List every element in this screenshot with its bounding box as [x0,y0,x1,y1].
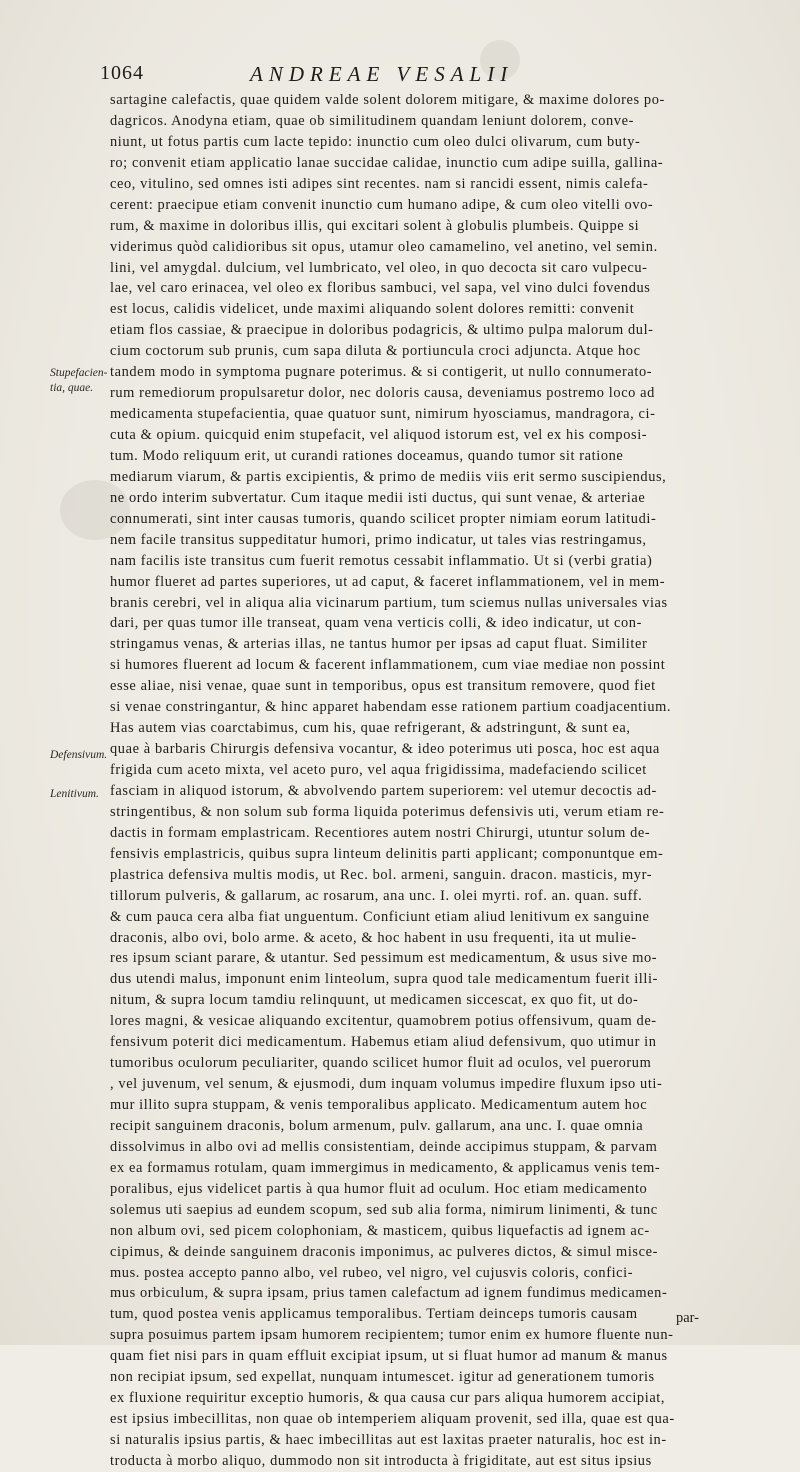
text-line: res ipsum sciant parare, & utantur. Sed pessimum est medicamentum, & usus sive mo- [110,950,658,967]
text-line: supra posuimus partem ipsam humorem recipientem; tumor enim ex humore fluente nun- [110,1327,674,1344]
text-line: nam facilis iste transitus cum fuerit remotus cessabit inflammatio. Ut si (verbi gratia) [110,552,653,569]
text-line: dactis in formam emplastricam. Recentiores autem nostri Chirurgi, utuntur solum de- [110,824,651,841]
page-number: 1064 [100,62,144,84]
text-line: est ipsius imbecillitas, non quae ob intemperiem aliquam provenit, sed illa, quae est qua- [110,1411,675,1428]
text-line: mur illito supra stuppam, & venis temporalibus applicato. Medicamentum autem hoc [110,1097,648,1113]
text-line: branis cerebri, vel in aliqua alia vicinarum partium, tum sciemus nullas universales vias [110,594,668,611]
text-line: lae, vel caro erinacea, vel oleo ex floribus sambuci, vel sapa, vel vino dulci fovendus [110,280,651,297]
text-line: tillorum pulveris, & gallarum, ac rosarum, ana unc. I. olei myrti. rof. an. quan. suff. [110,887,643,904]
text-line: dagricos. Anodyna etiam, quae ob similitudinem quandam leniunt dolorem, conve- [110,112,634,129]
text-line: quae à barbaris Chirurgis defensiva vocantur, & ideo poterimus uti posca, hoc est aqua [110,741,660,758]
text-line: lini, vel amygdal. dulcium, vel lumbricato, vel oleo, in quo decocta sit caro vulpecu- [110,259,648,276]
text-line: plastrica defensiva multis modis, ut Rec. bol. armeni, sanguin. dracon. masticis, myr- [110,866,653,883]
text-line: mus orbiculum, & supra ipsam, prius tamen calefactum ad ignem fundimus medicamen- [110,1285,668,1302]
text-line: medicamenta stupefacientia, quae quatuor sunt, nimirum hyosciamus, mandragora, ci- [110,406,656,423]
page-header [100,62,740,88]
text-line: sartagine calefactis, quae quidem valde solent dolorem mitigare, & maxime dolores po- [110,92,665,108]
running-title: ANDREAE VESALII [250,62,514,86]
text-line: solemus uti saepius ad eundem scopum, sed sub alia forma, nimirum linimenti, & tunc [110,1201,658,1218]
text-line: ceo, vitulino, sed omnes isti adipes sint recentes. nam si rancidi essent, nimis calefa- [110,175,649,192]
text-line: ro; convenit etiam applicatio lanae succidae calidae, inunctio cum adipe suilla, gallina- [110,154,664,171]
text-line: rum remediorum propulsaretur dolor, nec doloris causa, deveniamus postremo loco ad [110,385,655,402]
text-line: si humores fluerent ad locum & facerent inflammationem, cum viae mediae non possint [110,657,666,674]
text-line: fensivis emplastricis, quibus supra linteum delinitis parti applicant; componuntque em- [110,845,664,862]
text-line: tum. Modo reliquum erit, ut curandi rationes doceamus, quando tumor sit ratione [110,447,624,464]
text-line: nem facile transitus suppeditatur humori, primo indicatur, ut tales vias restringamus, [110,531,647,548]
text-line: non recipiat ipsum, sed expellat, nunquam intumescet. igitur ad generationem tumoris [110,1369,655,1386]
text-line: mus. postea accepto panno albo, vel rubeo, vel nigro, vel cujusvis coloris, confici- [110,1264,634,1281]
text-line: frigida cum aceto mixta, vel aceto puro, vel aqua frigidissima, madefaciendo scilicet [110,762,647,778]
text-line: cerent: praecipue etiam convenit inunctio cum humano adipe, & cum oleo vitelli ovo- [110,196,654,213]
text-line: mediarum viarum, & partis excipientis, & primo de mediis viis erit sermo suscipiendus, [110,468,667,485]
body-text [110,90,712,1472]
text-line: dissolvimus in albo ovi ad mellis consistentiam, deinde accipimus stuppam, & parvam [110,1138,658,1155]
text-line: est locus, calidis videlicet, unde maximi aliquando solent dolores remitti: convenit [110,301,635,318]
text-line: si naturalis ipsius partis, & haec imbecillitas aut est laxitas praeter naturalis, hoc est in- [110,1432,667,1448]
text-line: tum, quod postea venis applicamus temporalibus. Tertiam deinceps tumoris causam [110,1306,638,1323]
margin-note-stupefacientia: Stupefacien- tia, quae. [50,367,108,394]
text-line: & cum pauca cera alba fiat unguentum. Conficiunt etiam aliud lenitivum ex sanguine [110,908,650,925]
margin-note-lenitivum: Lenitivum. [50,788,99,800]
catchword: par- [676,1310,699,1326]
text-line: ex ea formamus rotulam, quam immergimus in medicamento, & applicamus venis tem- [110,1159,661,1176]
text-line: quam fiet nisi pars in quam effluit excipiat ipsum, ut si fluat humor ad manum & manus [110,1348,668,1365]
text-line: cuta & opium. quicquid enim stupefacit, vel aliquod istorum est, vel ex his composi- [110,427,648,443]
text-line: Has autem vias coarctabimus, cum his, quae refrigerant, & adstringunt, & sunt ea, [110,720,631,737]
text-line: draconis, albo ovi, bolo arme. & aceto, & hoc habent in usu frequenti, ita ut mulie- [110,929,637,946]
margin-note-defensivum: Defensivum. [50,749,108,761]
text-line: esse aliae, nisi venae, quae sunt in temporibus, opus est transitum removere, quod fiet [110,678,656,695]
text-line: recipit sanguinem draconis, bolum armenum, pulv. gallarum, ana unc. I. quae omnia [110,1117,644,1134]
text-line: , vel juvenum, vel senum, & ejusmodi, dum inquam volumus impedire fluxum ipso uti- [110,1076,663,1093]
text-line: tumoribus oculorum peculiariter, quando scilicet humor fluit ad oculos, vel puerorum [110,1055,652,1072]
text-line: fasciam in aliquod istorum, & abvolvendo partem superiorem: vel utemur decoctis ad- [110,782,657,799]
text-line: etiam flos cassiae, & praecipue in doloribus podagricis, & ultimo pulpa malorum dul- [110,322,654,339]
text-line: connumerati, sint inter causas tumoris, quando scilicet propter nimiam eorum latitudi- [110,510,657,527]
text-line: rum, & maxime in doloribus illis, qui excitari solent à globulis plumbeis. Quippe si [110,217,640,234]
text-line: cium coctorum sub prunis, cum sapa diluta & portiuncula croci adjuncta. Atque hoc [110,343,641,360]
text-line: stringentibus, & non solum sub forma liquida poterimus defensivis uti, verum etiam re- [110,803,665,820]
text-line: cipimus, & deinde sanguinem draconis imponimus, ac pulveres dictos, & simul misce- [110,1243,658,1260]
text-line: troducta à morbo aliquo, dummodo non sit introducta à frigiditate, aut est situs ipsius [110,1452,652,1469]
text-line: tandem modo in symptoma pugnare poterimus. & si contigerit, ut nullo connumerato- [110,364,653,381]
text-line: ex fluxione requiritur exceptio humoris, & qua causa cur pars aliqua humorem accipiat, [110,1390,666,1407]
text-line: dus utendi malus, imponunt enim linteolum, supra quod tale medicamentum fuerit illi- [110,971,658,988]
text-line: lores magni, & vesicae aliquando excitentur, quamobrem potius offensivum, quam de- [110,1013,657,1030]
text-line: nitum, & supra locum tamdiu relinquunt, ut medicamen siccescat, ex quo fit, ut do- [110,992,639,1009]
text-line: poralibus, ejus videlicet partis à qua humor fluit ad oculum. Hoc etiam medicamento [110,1180,648,1197]
text-line: dari, per quas tumor ille transeat, quam vena verticis colli, & ideo indicatur, ut con- [110,615,642,632]
text-line: si venae constringantur, & hinc apparet habendam esse rationem partium coadjacentium. [110,699,672,716]
text-line: ne ordo interim subvertatur. Cum itaque medii isti ductus, qui sunt venae, & arteriae [110,489,646,506]
text-line: viderimus quòd calidioribus sit opus, utamur oleo camamelino, vel anetino, vel semin. [110,238,658,255]
text-line: non album ovi, sed picem colophoniam, & masticem, quibus liquefactis ad ignem ac- [110,1222,650,1239]
text-line: fensivum poterit dici medicamentum. Habemus etiam aliud defensivum, quo utimur in [110,1034,657,1051]
text-line: humor flueret ad partes superiores, ut ad caput, & faceret inflammationem, vel in mem- [110,573,666,590]
text-line: stringamus venas, & arterias illas, ne tantus humor per ipsas ad caput fluat. Similiter [110,636,648,653]
text-line: niunt, ut fotus partis cum lacte tepido: inunctio cum oleo dulci olivarum, cum buty- [110,133,641,150]
